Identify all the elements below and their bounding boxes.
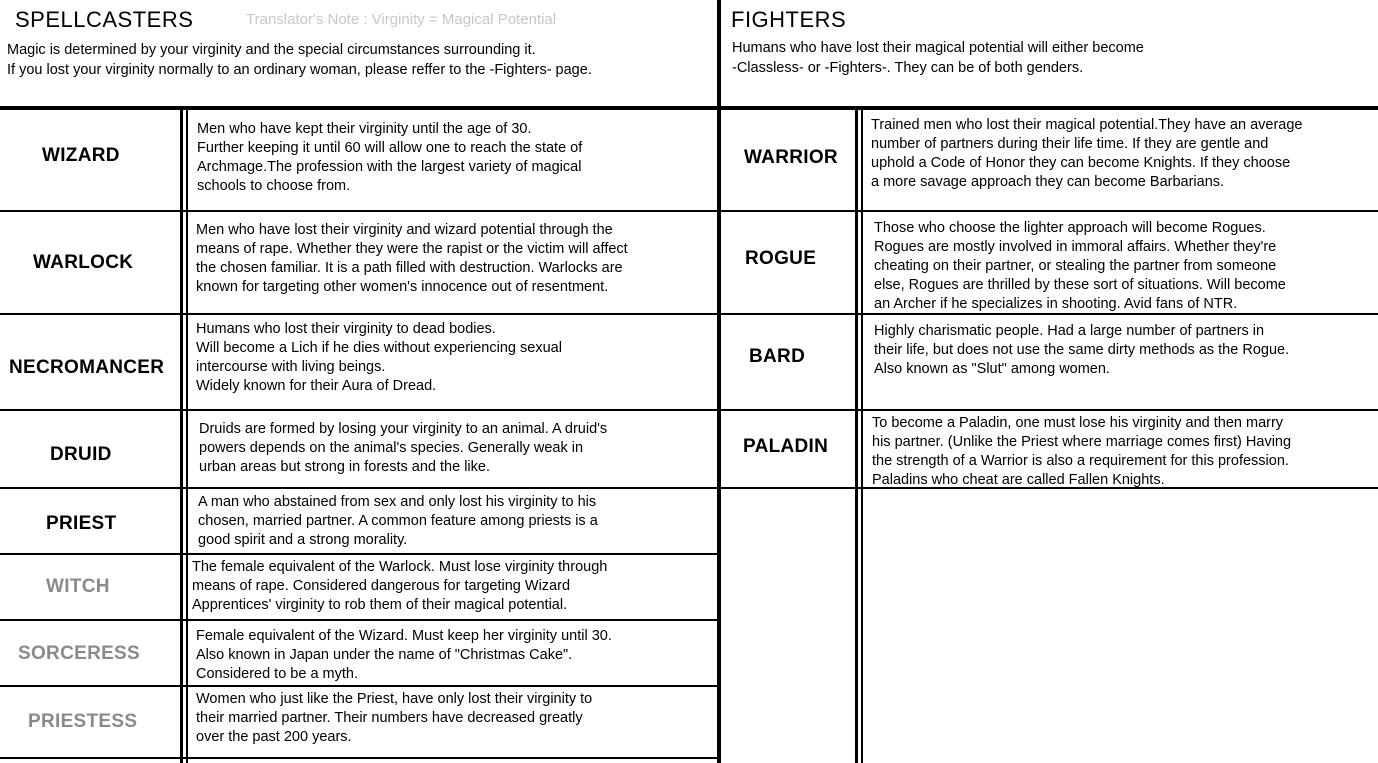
class-name-witch: WITCH bbox=[46, 576, 110, 597]
row-divider bbox=[0, 487, 717, 489]
class-desc-witch: The female equivalent of the Warlock. Must lose virginity through means of rape. Considered dangerous for targeting Wizard Apprentices' virginity to rob them of their magical potential. bbox=[192, 559, 608, 613]
row-divider bbox=[0, 619, 717, 621]
class-desc-paladin: To become a Paladin, one must lose his virginity and then marry his partner. (Unlike the Priest where marriage comes first) Having the strength of a Warrior is also a requirement for this profession. Paladins who cheat are called Fallen Knights. bbox=[872, 415, 1292, 488]
class-desc-rogue: Those who choose the lighter approach will become Rogues. Rogues are mostly involved in immoral affairs. Whether they're cheating on their partner, or stealing the partner from someone else, Rogues are thrilled by these sort of situations. Will become an Archer if he specializes in shooting. Avid fans of NTR. bbox=[874, 220, 1286, 312]
class-desc-bard: Highly charismatic people. Had a large number of partners in their life, but does not use the same dirty methods as the Rogue. Also known as "Slut" among women. bbox=[874, 323, 1290, 377]
class-desc-sorceress: Female equivalent of the Wizard. Must keep her virginity until 30. Also known in Japan under the name of "Christmas Cake". Considered to be a myth. bbox=[196, 628, 612, 682]
row-divider bbox=[0, 685, 717, 687]
class-name-rogue: ROGUE bbox=[745, 248, 817, 269]
class-desc-druid: Druids are formed by losing your virginity to an animal. A druid's powers depends on the animal's species. Generally weak in urban areas but strong in forests and the like. bbox=[199, 421, 608, 475]
class-name-wizard: WIZARD bbox=[42, 145, 120, 166]
class-desc-necromancer: Humans who lost their virginity to dead bodies. Will become a Lich if he dies without experiencing sexual intercourse with living beings. Widely known for their Aura of Dread. bbox=[196, 321, 562, 394]
class-name-warrior: WARRIOR bbox=[744, 147, 838, 168]
fighters-title: FIGHTERS bbox=[731, 7, 847, 32]
spellcasters-title: SPELLCASTERS bbox=[15, 7, 194, 32]
translator-note: Translator's Note : Virginity = Magical Potential bbox=[246, 11, 557, 28]
right-name-divider-b bbox=[861, 110, 863, 763]
class-desc-priest: A man who abstained from sex and only lost his virginity to his chosen, married partner. A common feature among priests is a good spirit and a strong morality. bbox=[198, 494, 598, 548]
class-desc-wizard: Men who have kept their virginity until the age of 30. Further keeping it until 60 will allow one to reach the state of Archmage.The profession with the largest variety of magical schools to choose from. bbox=[197, 121, 583, 194]
class-name-priestess: PRIESTESS bbox=[28, 711, 138, 732]
left-name-divider-b bbox=[186, 110, 188, 763]
class-name-sorceress: SORCERESS bbox=[18, 643, 141, 664]
row-divider bbox=[721, 409, 1378, 411]
fighters-intro: Humans who have lost their magical potential will either become -Classless- or -Fighters-. They can be of both genders. bbox=[732, 40, 1144, 76]
row-divider bbox=[0, 757, 717, 759]
class-name-paladin: PALADIN bbox=[743, 436, 829, 457]
row-divider bbox=[0, 409, 717, 411]
row-divider bbox=[0, 553, 717, 555]
class-name-necromancer: NECROMANCER bbox=[9, 357, 165, 378]
header-divider bbox=[0, 106, 1378, 110]
class-desc-warlock: Men who have lost their virginity and wizard potential through the means of rape. Whether they were the rapist or the victim will affect the chosen familiar. It is a path filled with destruction. Warlocks are known for targeting other women's innocence out of resentment. bbox=[196, 222, 628, 295]
class-desc-priestess: Women who just like the Priest, have only lost their virginity to their married partner. Their numbers have decreased greatly over the past 200 years. bbox=[196, 691, 593, 745]
row-divider bbox=[0, 210, 717, 212]
center-divider bbox=[717, 0, 721, 763]
class-name-bard: BARD bbox=[749, 346, 806, 367]
row-divider bbox=[0, 313, 717, 315]
right-name-divider-a bbox=[855, 110, 858, 763]
left-name-divider-a bbox=[180, 110, 183, 763]
row-divider bbox=[721, 210, 1378, 212]
class-name-druid: DRUID bbox=[50, 444, 112, 465]
spellcasters-intro: Magic is determined by your virginity and the special circumstances surrounding it. If you lost your virginity normally to an ordinary woman, please reffer to the -Fighters- page. bbox=[7, 42, 592, 78]
class-name-priest: PRIEST bbox=[46, 513, 117, 534]
class-name-warlock: WARLOCK bbox=[33, 252, 134, 273]
class-desc-warrior: Trained men who lost their magical potential.They have an average number of partners during their life time. If they are gentle and uphold a Code of Honor they can become Knights. If they choose a more savage approach they can become Barbarians. bbox=[871, 117, 1303, 190]
